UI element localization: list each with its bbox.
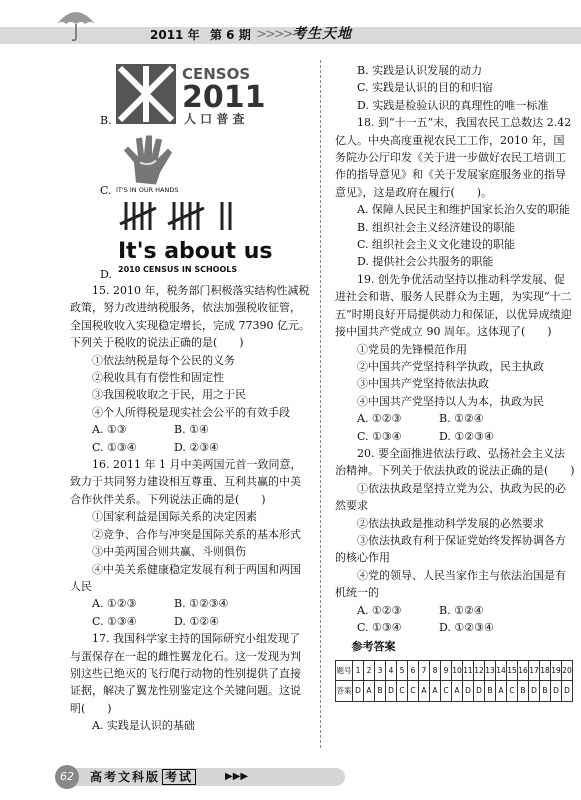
answer-key: C — [408, 681, 419, 701]
option-b-label: B. — [100, 114, 112, 127]
answer-key: C — [441, 681, 452, 701]
footer-exam-box: 考试 — [162, 769, 196, 785]
censos-2011-logo — [116, 62, 288, 126]
q18-option-a: A. 保障人民民主和维护国家长治久安的职能 — [357, 203, 570, 217]
answer-number: 7 — [419, 660, 430, 680]
answer-number: 6 — [408, 660, 419, 680]
q15-stem: 15. 2010 年，税务部门积极落实结构性减税政策，努力改进纳税服务，依法加强税收征管，全国税收收入实现稳定增长，完成 77390 亿元。下列关于税收的说法正确的是( ) — [70, 284, 310, 350]
q16-option-c: C. ①③④ — [92, 614, 137, 628]
answer-key: B — [540, 681, 551, 701]
q18-stem: 18. 到“十一五”末，我国农民工总数达 2.42 亿人。中央高度重视农民工工作，2010 年，国务院办公厅印发《关于进一步做好农民工培训工作的指导意见》和《关于发展家庭服务业的指导意见》，这是政府在履行( )。 — [335, 116, 572, 199]
answer-key: D — [474, 681, 485, 701]
answer-key: D — [529, 681, 540, 701]
q16-item-3: ③中美两国合则共赢、斗则俱伤 — [92, 545, 246, 559]
answer-row-label-key: 答案 — [336, 681, 353, 701]
answer-key: C — [397, 681, 408, 701]
answer-number: 5 — [397, 660, 408, 680]
option-d-image — [70, 200, 310, 282]
hands-caption: IT'S IN OUR HANDS — [116, 186, 179, 194]
q16-item-1: ①国家利益是国际关系的决定因素 — [92, 510, 257, 524]
q19-options-row1 — [335, 410, 575, 427]
page-number: 62 — [55, 765, 79, 789]
header-brand: 考生天地 — [292, 26, 352, 42]
q19-option-b: B. ①②④ — [439, 412, 484, 426]
q15-option-d: D. ②③④ — [174, 440, 220, 454]
answer-key: A — [496, 681, 507, 701]
option-b-image — [70, 62, 310, 130]
q19-options-row2 — [335, 428, 575, 445]
left-column — [70, 62, 310, 735]
answer-number: 8 — [430, 660, 441, 680]
footer-edition: 高考文科版 — [90, 770, 161, 784]
answer-key: A — [430, 681, 441, 701]
q19-item-4: ④中国共产党坚持以人为本，执政为民 — [357, 394, 544, 408]
q16-stem: 16. 2011 年 1 月中美两国元首一致同意，致力于共同努力建设相互尊重、互利共赢的中美合作伙伴关系。下列说法正确的是( ) — [70, 458, 302, 506]
q19-option-d: D. ①②③④ — [439, 429, 494, 443]
q15-item-3: ③我国税收取之于民，用之于民 — [92, 388, 246, 402]
answer-number: 3 — [375, 660, 386, 680]
answer-key: C — [507, 681, 518, 701]
answer-number: 2 — [364, 660, 375, 680]
answer-key: B — [375, 681, 386, 701]
q20-option-c: C. ①③④ — [357, 621, 402, 634]
q15-item-1: ①依法纳税是每个公民的义务 — [92, 353, 235, 367]
page-header — [0, 0, 581, 52]
q20-option-b: B. ①②④ — [439, 603, 484, 617]
its-about-us: It's about us — [118, 239, 273, 264]
q15-options-row2 — [70, 439, 310, 456]
q16-option-b: B. ①②③④ — [174, 597, 229, 611]
answer-key: B — [485, 681, 496, 701]
answer-number: 19 — [551, 660, 562, 680]
answer-number: 13 — [485, 660, 496, 680]
header-year: 2011 年 — [150, 28, 200, 42]
right-column — [335, 62, 575, 702]
answer-key-row — [336, 681, 573, 701]
answer-key: D — [463, 681, 474, 701]
q17-option-a: A. 实践是认识的基础 — [92, 719, 195, 733]
answer-key: D — [551, 681, 562, 701]
answer-number: 11 — [463, 660, 474, 680]
answer-key: A — [364, 681, 375, 701]
q16-item-4: ④中美关系健康稳定发展有利于两国和两国人民 — [70, 562, 301, 593]
q19-option-c: C. ①③④ — [357, 429, 402, 443]
q20-stem: 20. 要全面推进依法行政、弘扬社会主义法治精神。下列关于依法执政的说法正确的是( ) — [335, 446, 575, 478]
answer-key-table — [335, 660, 573, 702]
page-footer — [0, 760, 581, 790]
option-c-image — [70, 130, 310, 200]
answer-key: D — [562, 681, 573, 701]
q18-option-d: D. 提供社会公共服务的职能 — [357, 255, 494, 269]
footer-arrows-icon: ▶▶▶ — [225, 771, 249, 782]
tally-marks-logo — [116, 200, 276, 278]
q19-item-1: ①党员的先锋模范作用 — [357, 342, 467, 356]
answer-number: 10 — [452, 660, 463, 680]
answer-key: B — [518, 681, 529, 701]
q15-options-row1 — [70, 421, 310, 438]
q20-options-row2 — [335, 619, 575, 636]
option-d-label: D. — [100, 268, 112, 281]
answer-number: 4 — [386, 660, 397, 680]
umbrella-icon — [55, 6, 97, 42]
answer-row-label-number: 题号 — [336, 660, 353, 680]
q15-item-2: ②税收具有有偿性和固定性 — [92, 371, 224, 385]
logo-censos: CENSOS — [182, 65, 251, 83]
q20-option-a: A. ①②③ — [357, 603, 402, 617]
q15-option-b: B. ①④ — [174, 423, 209, 437]
answer-number: 1 — [353, 660, 364, 680]
q15-item-4: ④个人所得税是现实社会公平的有效手段 — [92, 405, 290, 419]
q20-item-2: ②依法执政是推动科学发展的必然要求 — [357, 516, 544, 530]
answer-number: 15 — [507, 660, 518, 680]
answer-number: 14 — [496, 660, 507, 680]
q18-option-b: B. 组织社会主义经济建设的职能 — [357, 220, 516, 234]
q17-option-c: C. 实践是认识的目的和归宿 — [357, 81, 494, 95]
answer-number: 18 — [540, 660, 551, 680]
q20-item-1: ①依法执政是坚持立党为公、执政为民的必然要求 — [335, 481, 566, 513]
q19-item-3: ③中国共产党坚持依法执政 — [357, 377, 489, 391]
q19-stem: 19. 创先争优活动坚持以推动科学发展、促进社会和谐、服务人民群众为主题，为实现“十二五”时期良好开局提供动力和保证，以优异成绩迎接中国共产党成立 90 周年。这体现了( ) — [335, 272, 572, 339]
q19-item-2: ②中国共产党坚持科学执政，民主执政 — [357, 359, 544, 373]
q16-option-d: D. ①②④ — [174, 614, 220, 628]
q16-options-row2 — [70, 613, 310, 630]
header-issue: 第 6 期 — [210, 28, 251, 42]
q19-option-a: A. ①②③ — [357, 412, 402, 426]
q17-option-b: B. 实践是认识发展的动力 — [357, 64, 483, 77]
q15-option-c: C. ①③④ — [92, 440, 137, 454]
answer-key: A — [452, 681, 463, 701]
answer-number: 9 — [441, 660, 452, 680]
answer-number: 20 — [562, 660, 573, 680]
q15-option-a: A. ①③ — [92, 423, 127, 437]
answer-number: 17 — [529, 660, 540, 680]
q16-item-2: ②竞争、合作与冲突是国际关系的基本形式 — [92, 527, 301, 541]
answer-number: 12 — [474, 660, 485, 680]
answer-key: D — [353, 681, 364, 701]
answer-key: D — [386, 681, 397, 701]
column-divider — [320, 60, 321, 748]
answer-number: 16 — [518, 660, 529, 680]
logo-2011: 2011 — [182, 80, 266, 115]
q17-option-d: D. 实践是检验认识的真理性的唯一标准 — [357, 98, 549, 112]
answer-key-title: 参考答案 — [351, 640, 396, 654]
q16-option-a: A. ①②③ — [92, 597, 137, 611]
option-c-label: C. — [100, 184, 112, 197]
q16-options-row1 — [70, 595, 310, 612]
q20-option-d: D. ①②③④ — [439, 621, 494, 634]
q18-option-c: C. 组织社会主义文化建设的职能 — [357, 238, 516, 252]
answer-number-row — [336, 660, 573, 680]
q20-item-4: ④党的领导、人民当家作主与依法治国是有机统一的 — [335, 568, 566, 600]
logo-renkou: 人 口 普 查 — [184, 112, 245, 126]
census-schools: 2010 CENSUS IN SCHOOLS — [118, 265, 238, 274]
hand-icon — [116, 130, 186, 190]
footer-title — [90, 768, 196, 786]
header-chevrons: >>>> — [256, 27, 292, 42]
q20-item-3: ③依法执政有利于保证党始终发挥协调各方的核心作用 — [335, 533, 566, 565]
answer-key: A — [419, 681, 430, 701]
q20-options-row1 — [335, 602, 575, 619]
q17-stem: 17. 我国科学家主持的国际研究小组发现了与蛋保存在一起的雌性翼龙化石。这一发现为判别这些已绝灭的飞行爬行动物的性别提供了直接证据，解决了翼龙性别鉴定这个关键问题。这说明( ) — [70, 632, 301, 715]
